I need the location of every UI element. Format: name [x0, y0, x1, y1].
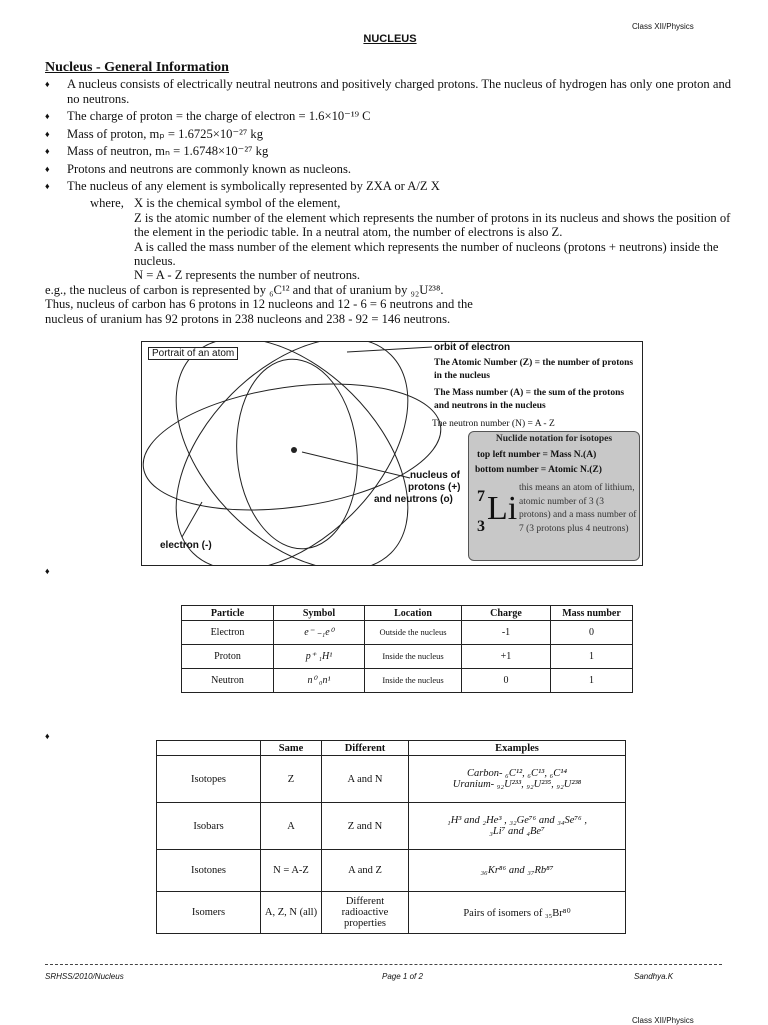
table-cell: Isotones — [157, 850, 261, 892]
info-bullets — [45, 77, 735, 197]
column-header: Mass number — [551, 606, 633, 621]
nucleus-label: nucleus of — [410, 470, 461, 481]
page-title: NUCLEUS — [363, 33, 417, 45]
nuclide-line: top left number = Mass N.(A) — [477, 450, 597, 460]
column-header: Different — [322, 741, 409, 756]
column-header: Examples — [409, 741, 626, 756]
li-atomic-number: 3 — [477, 518, 485, 535]
bullet-marker: ♦ — [45, 731, 50, 741]
table-cell: +1 — [462, 645, 551, 669]
table-cell: Isobars — [157, 803, 261, 850]
example-line: Thus, nucleus of carbon has 6 protons in 12 nucleons and 12 - 6 = 6 neutrons and the — [45, 297, 473, 311]
bullet-item: ♦ Mass of neutron, mₙ = 1.6748×10⁻²⁷ kg — [45, 144, 735, 159]
footer-divider — [45, 964, 722, 965]
electron-label: electron (-) — [160, 540, 212, 551]
table-cell: A — [261, 803, 322, 850]
nucleus-label: and neutrons (o) — [374, 494, 453, 505]
class-label: Class XII/Physics — [632, 22, 694, 31]
orbit-ellipse — [142, 342, 451, 565]
isotope-table — [156, 740, 626, 934]
orbit-ellipse — [142, 342, 451, 565]
table-header-row — [182, 606, 633, 621]
neutron-number-text: The neutron number (N) = A - Z — [432, 419, 555, 429]
table-cell: Isotopes — [157, 756, 261, 803]
where-neutron-number: N = A - Z represents the number of neutrons. — [134, 268, 361, 282]
example-line: nucleus of uranium has 92 protons in 238 nucleons and 238 - 92 = 146 neutrons. — [45, 312, 451, 326]
bullet-item: ♦ The charge of proton = the charge of electron = 1.6×10⁻¹⁹ C — [45, 109, 735, 124]
table-row — [157, 850, 626, 892]
portrait-label: Portrait of an atom — [148, 347, 238, 360]
table-cell: Z — [261, 756, 322, 803]
li-mass-number: 7 — [477, 488, 485, 505]
column-header: Symbol — [274, 606, 365, 621]
orbit-label: orbit of electron — [434, 342, 511, 353]
bullet-item: ♦ The nucleus of any element is symbolically represented by ZXA or A/Z X — [45, 179, 735, 194]
where-lead: where, — [90, 196, 124, 210]
table-cell: A and N — [322, 756, 409, 803]
particle-table — [181, 605, 633, 693]
table-cell: A and Z — [322, 850, 409, 892]
table-cell: e⁻ ₋₁e⁰ — [274, 621, 365, 645]
table-row — [157, 892, 626, 934]
li-symbol: Li — [487, 490, 518, 527]
bullet-marker: ♦ — [45, 566, 50, 576]
table-cell: Neutron — [182, 669, 274, 693]
table-cell: A, Z, N (all) — [261, 892, 322, 934]
bullet-item: ♦ A nucleus consists of electrically neutral neutrons and positively charged protons. The nucleus of hydrogen has only one proton and no neutrons. — [45, 77, 735, 106]
table-cell: -1 — [462, 621, 551, 645]
table-cell: Electron — [182, 621, 274, 645]
table-cell: Z and N — [322, 803, 409, 850]
table-header-row — [157, 741, 626, 756]
table-cell: Inside the nucleus — [365, 645, 462, 669]
mass-number-text: The Mass number (A) = the sum of the protons and neutrons in the nucleus — [434, 388, 625, 411]
table-cell: ₃₆Kr⁸⁶ and ₃₇Rb⁸⁷ — [409, 850, 626, 892]
table-cell — [409, 803, 626, 850]
column-header: Same — [261, 741, 322, 756]
column-header: Charge — [462, 606, 551, 621]
table-cell: Inside the nucleus — [365, 669, 462, 693]
example-text: ₃Li⁷ and ₄Be⁷ — [489, 826, 545, 837]
table-row — [157, 756, 626, 803]
table-cell: N = A-Z — [261, 850, 322, 892]
example-text: ₁H³ and ₂He³ , ₃₂Ge⁷⁶ and ₃₄Se⁷⁶ , — [447, 815, 587, 826]
table-cell: Pairs of isomers of ₃₅Br⁸⁰ — [409, 892, 626, 934]
footer-author: Sandhya.K — [634, 972, 674, 981]
nucleus-dot — [291, 447, 297, 453]
column-header: Particle — [182, 606, 274, 621]
where-mass-number: A is called the mass number of the element which represents the number of nucleons (protons + neutrons) inside the nucleus. — [134, 240, 719, 269]
section-title: Nucleus - General Information — [45, 60, 229, 75]
footer-left: SRHSS/2010/Nucleus — [45, 972, 124, 981]
column-header: Location — [365, 606, 462, 621]
table-cell — [409, 756, 626, 803]
footer-page: Page 1 of 2 — [382, 972, 423, 981]
table-row — [182, 645, 633, 669]
bullet-item: ♦ Protons and neutrons are commonly known as nucleons. — [45, 162, 735, 177]
table-cell: Proton — [182, 645, 274, 669]
table-cell: 0 — [462, 669, 551, 693]
nucleus-label: protons (+) — [408, 482, 461, 493]
table-row — [182, 621, 633, 645]
where-atomic-number: Z is the atomic number of the element which represents the number of protons in its nucleus and shows the position of the element in the periodic table. In a neutral atom, the number of electrons is also Z. — [134, 211, 731, 240]
nuclide-line: bottom number = Atomic N.(Z) — [475, 465, 602, 475]
table-cell: 1 — [551, 645, 633, 669]
next-page-header: Class XII/Physics — [632, 1016, 694, 1025]
example-line: e.g., the nucleus of carbon is represented by ₆C¹² and that of uranium by ₉₂U²³⁸. — [45, 283, 444, 297]
where-symbol: X is the chemical symbol of the element, — [134, 196, 341, 210]
nuclide-notation-box — [468, 431, 640, 561]
table-cell: Different radioactive properties — [322, 892, 409, 934]
bullet-item: ♦ Mass of proton, mₚ = 1.6725×10⁻²⁷ kg — [45, 127, 735, 142]
table-row — [157, 803, 626, 850]
example-text: Carbon- ₆C¹², ₆C¹³, ₆C¹⁴ — [466, 768, 568, 779]
li-description: this means an atom of lithium, atomic number of 3 (3 protons) and a mass number of 7 (3 protons plus 4 neutrons) — [519, 483, 637, 534]
atomic-number-text: The Atomic Number (Z) = the number of protons in the nucleus — [434, 358, 634, 381]
table-cell: 0 — [551, 621, 633, 645]
nuclide-box-title: Nuclide notation for isotopes — [495, 434, 613, 444]
table-cell: n⁰ ₀n¹ — [274, 669, 365, 693]
column-header — [157, 741, 261, 756]
table-cell: Isomers — [157, 892, 261, 934]
table-cell: p⁺ ₁H¹ — [274, 645, 365, 669]
table-cell: 1 — [551, 669, 633, 693]
table-row — [182, 669, 633, 693]
table-cell: Outside the nucleus — [365, 621, 462, 645]
example-text: Uranium- ₉₂U²³³, ₉₂U²³⁵, ₉₂U²³⁸ — [452, 779, 582, 790]
